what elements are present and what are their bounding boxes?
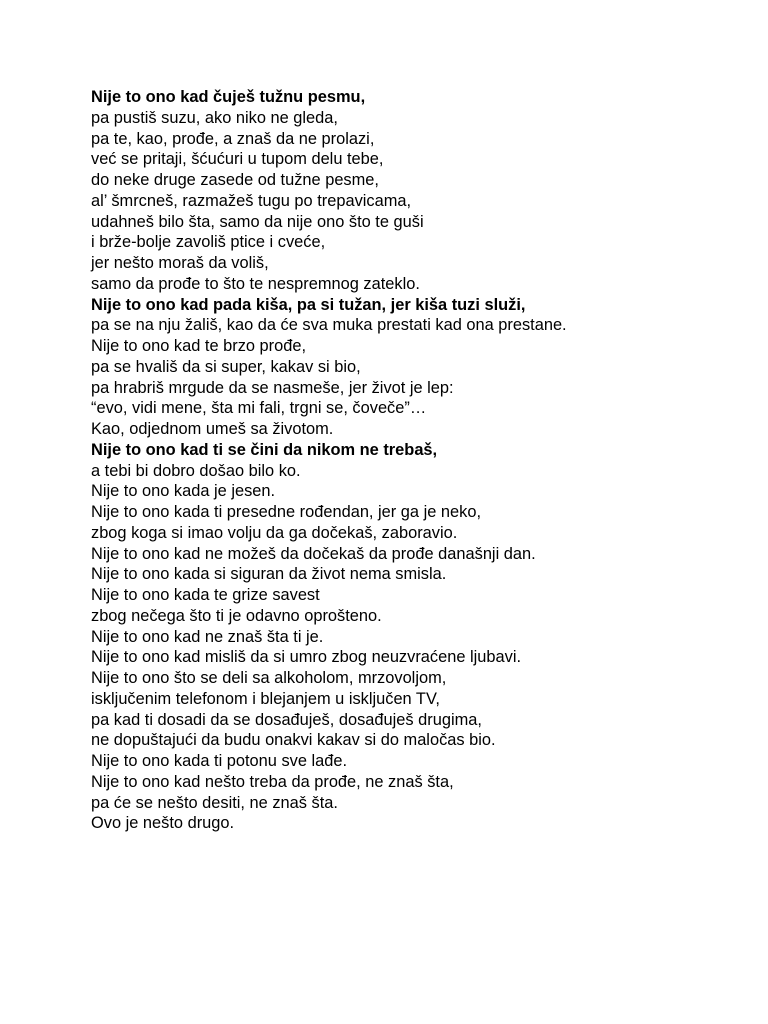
poem-line: i brže-bolje zavoliš ptice i cveće, (91, 233, 326, 252)
poem-line: ne dopuštajući da budu onakvi kakav si do maločas bio. (91, 731, 496, 750)
poem-line: Kao, odjednom umeš sa životom. (91, 420, 334, 438)
poem-line: pa se hvališ da si super, kakav si bio, (91, 357, 361, 376)
poem-line: zbog koga si imao volju da ga dočekaš, zaboravio. (91, 523, 458, 542)
poem-line: al’ šmrcneš, razmažeš tugu po trepavicama, (91, 191, 412, 210)
poem-line: Nije to ono kad pada kiša, pa si tužan, jer kiša tuzi služi, (91, 295, 526, 314)
poem-line: Nije to ono kada si siguran da život nema smisla. (91, 565, 447, 584)
poem-line: pa kad ti dosadi da se dosađuješ, dosađuješ drugima, (91, 710, 482, 729)
poem-line: samo da prođe to što te nespremnog zateklo. (91, 274, 420, 293)
poem-line: Nije to ono kad ne možeš da dočekaš da prođe današnji dan. (91, 544, 536, 563)
poem-line: pa te, kao, prođe, a znaš da ne prolazi, (91, 129, 375, 148)
poem-line: udahneš bilo šta, samo da nije ono što te guši (91, 212, 424, 231)
poem-line: Nije to ono kada te grize savest (91, 586, 320, 604)
poem-text (91, 87, 711, 834)
poem-line: jer nešto moraš da voliš, (91, 254, 269, 272)
poem-line: Nije to ono kad te brzo prođe, (91, 337, 307, 355)
poem-line: Nije to ono kad misliš da si umro zbog neuzvraćene ljubavi. (91, 648, 522, 667)
poem-line: već se pritaji, šćućuri u tupom delu tebe, (91, 150, 384, 169)
poem-line: isključenim telefonom i blejanjem u isključen TV, (91, 689, 440, 708)
poem-line: Nije to ono kada ti presedne rođendan, jer ga je neko, (91, 503, 481, 521)
poem-line: do neke druge zasede od tužne pesme, (91, 171, 379, 189)
poem-line: Nije to ono što se deli sa alkoholom, mrzovoljom, (91, 669, 447, 687)
poem-line: Nije to ono kad nešto treba da prođe, ne znaš šta, (91, 772, 454, 791)
poem-line: Nije to ono kad čuješ tužnu pesmu, (91, 88, 366, 106)
poem-line: pa se na nju žališ, kao da će sva muka prestati kad ona prestane. (91, 316, 567, 335)
poem-line: pa hrabriš mrgude da se nasmeše, jer život je lep: (91, 378, 454, 397)
poem-line: “evo, vidi mene, šta mi fali, trgni se, čoveče”… (91, 399, 427, 418)
poem-line: Ovo je nešto drugo. (91, 814, 235, 833)
poem-line: zbog nečega što ti je odavno oprošteno. (91, 606, 382, 625)
poem-line: pa će se nešto desiti, ne znaš šta. (91, 793, 338, 812)
poem-line: Nije to ono kada ti potonu sve lađe. (91, 752, 348, 770)
poem-line: Nije to ono kada je jesen. (91, 482, 276, 501)
poem-line: Nije to ono kad ti se čini da nikom ne trebaš, (91, 440, 438, 459)
poem-line: a tebi bi dobro došao bilo ko. (91, 461, 301, 480)
poem-line: pa pustiš suzu, ako niko ne gleda, (91, 108, 338, 127)
poem-line: Nije to ono kad ne znaš šta ti je. (91, 627, 324, 646)
